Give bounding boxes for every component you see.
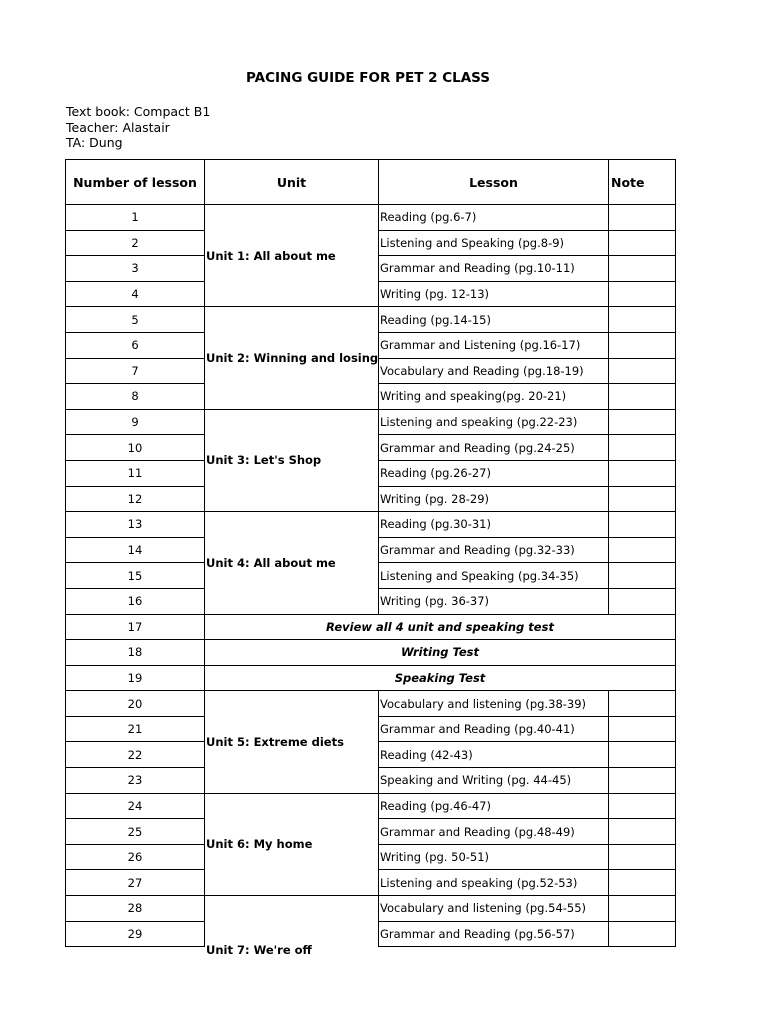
teacher-line: Teacher: Alastair [66,119,170,135]
lesson-number: 13 [66,512,205,538]
unit-cell [205,896,379,957]
unit-cell: Unit 5: Extreme diets [205,691,379,793]
lesson-number: 28 [66,896,205,922]
lesson-number: 5 [66,307,205,333]
lesson-number: 15 [66,563,205,589]
table-row [66,409,676,435]
unit-cell: Unit 3: Let's Shop [205,409,379,511]
note-cell [609,716,676,742]
lesson-number: 19 [66,665,205,691]
note-cell [609,896,676,922]
lesson-number: 2 [66,230,205,256]
lesson-cell: Reading (pg.14-15) [379,307,609,333]
table-row [66,665,676,691]
lesson-number: 11 [66,460,205,486]
note-cell [609,230,676,256]
table-row [66,614,676,640]
lesson-cell: Grammar and Reading (pg.40-41) [379,716,609,742]
header-number-of-lesson: Number of lesson [66,160,205,205]
lesson-number: 16 [66,588,205,614]
pacing-table-viewport [65,159,675,957]
lesson-number: 17 [66,614,205,640]
unit-cell: Unit 2: Winning and losing [205,307,379,409]
document-title: PACING GUIDE FOR PET 2 CLASS [245,70,490,86]
lesson-cell: Vocabulary and Reading (pg.18-19) [379,358,609,384]
unit-label-truncated: Unit 7: We're off [206,942,312,957]
note-cell [609,768,676,794]
note-cell [609,793,676,819]
unit-cell: Unit 6: My home [205,793,379,895]
lesson-cell: Reading (42-43) [379,742,609,768]
lesson-cell: Listening and speaking (pg.52-53) [379,870,609,896]
lesson-number: 18 [66,640,205,666]
lesson-number: 4 [66,281,205,307]
lesson-number: 23 [66,768,205,794]
note-cell [609,819,676,845]
textbook-line: Text book: Compact B1 [66,104,211,119]
lesson-cell: Writing (pg. 12-13) [379,281,609,307]
lesson-cell: Grammar and Reading (pg.32-33) [379,537,609,563]
lesson-number: 20 [66,691,205,717]
note-cell [609,537,676,563]
table-row [66,691,676,717]
lesson-cell: Grammar and Reading (pg.24-25) [379,435,609,461]
note-cell [609,307,676,333]
note-cell [609,409,676,435]
table-row [66,205,676,231]
note-cell [609,844,676,870]
unit-cell: Unit 4: All about me [205,512,379,614]
note-cell [609,588,676,614]
header-unit: Unit [205,160,379,205]
note-cell [609,870,676,896]
table-header-row [66,160,676,205]
lesson-cell: Grammar and Reading (pg.56-57) [379,921,609,947]
unit-cell: Unit 1: All about me [205,205,379,307]
lesson-cell: Reading (pg.6-7) [379,205,609,231]
lesson-number: 24 [66,793,205,819]
lesson-cell: Vocabulary and listening (pg.54-55) [379,896,609,922]
lesson-number: 25 [66,819,205,845]
lesson-cell: Grammar and Listening (pg.16-17) [379,332,609,358]
lesson-number: 27 [66,870,205,896]
lesson-cell: Listening and Speaking (pg.8-9) [379,230,609,256]
lesson-cell: Writing (pg. 50-51) [379,844,609,870]
class-info [66,104,210,151]
note-cell [609,512,676,538]
lesson-number: 22 [66,742,205,768]
note-cell [609,205,676,231]
note-cell [609,486,676,512]
header-lesson: Lesson [379,160,609,205]
lesson-cell: Reading (pg.46-47) [379,793,609,819]
lesson-cell: Reading (pg.30-31) [379,512,609,538]
lesson-number: 10 [66,435,205,461]
lesson-number: 26 [66,844,205,870]
review-cell: Writing Test [205,640,676,666]
note-cell [609,435,676,461]
lesson-number: 3 [66,256,205,282]
lesson-cell: Grammar and Reading (pg.48-49) [379,819,609,845]
pacing-table [65,159,676,957]
note-cell [609,460,676,486]
lesson-number: 21 [66,716,205,742]
note-cell [609,384,676,410]
note-cell [609,563,676,589]
lesson-number: 9 [66,409,205,435]
note-cell [609,281,676,307]
lesson-cell: Speaking and Writing (pg. 44-45) [379,768,609,794]
lesson-cell: Reading (pg.26-27) [379,460,609,486]
table-row [66,307,676,333]
table-row [66,793,676,819]
lesson-number: 12 [66,486,205,512]
note-cell [609,358,676,384]
lesson-cell: Writing (pg. 36-37) [379,588,609,614]
note-cell [609,332,676,358]
lesson-number: 8 [66,384,205,410]
lesson-cell: Grammar and Reading (pg.10-11) [379,256,609,282]
review-cell: Review all 4 unit and speaking test [205,614,676,640]
review-cell: Speaking Test [205,665,676,691]
lesson-number: 29 [66,921,205,947]
ta-line: TA: Dung [66,135,123,150]
lesson-cell: Writing (pg. 28-29) [379,486,609,512]
lesson-number: 1 [66,205,205,231]
note-cell [609,691,676,717]
note-cell [609,256,676,282]
lesson-cell: Listening and Speaking (pg.34-35) [379,563,609,589]
lesson-cell: Vocabulary and listening (pg.38-39) [379,691,609,717]
table-row [66,640,676,666]
lesson-number: 6 [66,332,205,358]
note-cell [609,921,676,947]
lesson-cell: Listening and speaking (pg.22-23) [379,409,609,435]
header-note: Note [609,160,676,205]
lesson-number: 14 [66,537,205,563]
lesson-number: 7 [66,358,205,384]
note-cell [609,742,676,768]
table-row [66,512,676,538]
table-row [66,896,676,922]
lesson-cell: Writing and speaking(pg. 20-21) [379,384,609,410]
